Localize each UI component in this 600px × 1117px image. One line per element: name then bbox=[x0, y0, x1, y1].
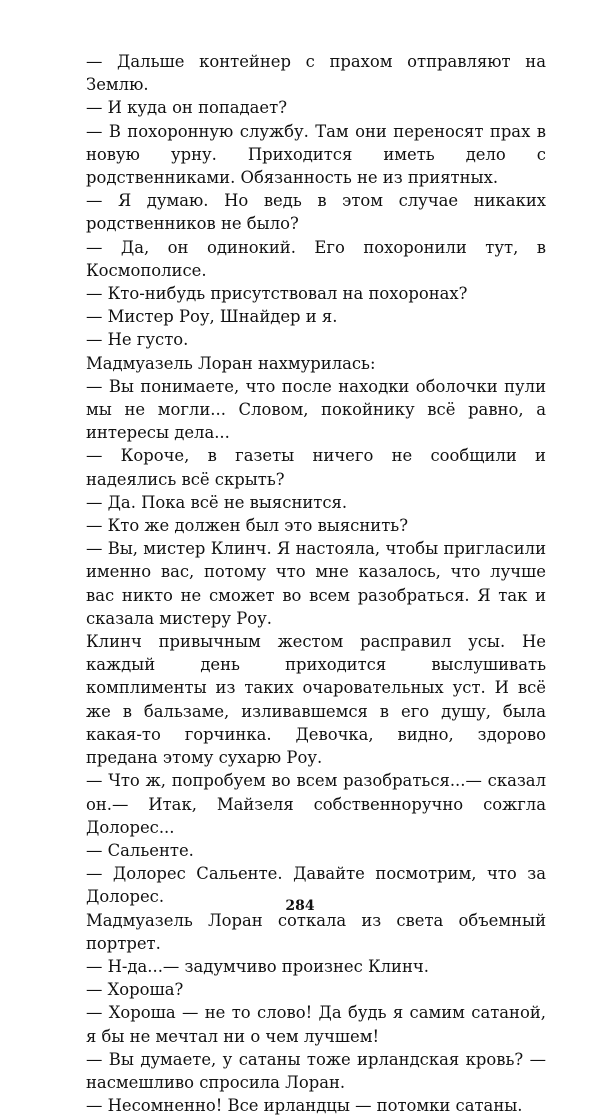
paragraph: — Мистер Роу, Шнайдер и я. bbox=[86, 307, 338, 327]
paragraph: — Короче, в газеты ничего не сообщили и надеялись всё скрыть? bbox=[86, 446, 546, 489]
paragraph: — Кто же должен был это выяснить? bbox=[86, 516, 408, 536]
paragraph: — Дальше контейнер с прахом отправляют на Землю. bbox=[86, 52, 546, 95]
paragraph: — В похоронную службу. Там они переносят прах в новую урну. Приходится иметь дело с родственниками. Обязанность не из приятных. bbox=[86, 121, 546, 188]
paragraph: — Вы, мистер Клинч. Я настояла, чтобы пригласили именно вас, потому что мне казалось, что лучше вас никто не сможет во всем разобраться. Я так и сказала мистеру Роу. bbox=[86, 539, 546, 628]
paragraph: — Да. Пока всё не выяснится. bbox=[86, 492, 348, 512]
paragraph: — Что ж, попробуем во всем разобраться...— сказал он.— Итак, Майзеля собственноручно сожгла Долорес... bbox=[86, 771, 546, 837]
paragraph: — Н-да...— задумчиво произнес Клинч. bbox=[86, 956, 429, 976]
page-number: 284 bbox=[285, 898, 315, 914]
paragraph: — Хороша? bbox=[86, 980, 184, 1000]
paragraph: — И куда он попадает? bbox=[86, 98, 287, 118]
paragraph: — Долорес Сальенте. Давайте посмотрим, что за Долорес. bbox=[86, 864, 546, 907]
paragraph: — Кто-нибудь присутствовал на похоронах? bbox=[86, 284, 468, 304]
paragraph: — Да, он одинокий. Его похоронили тут, в Космополисе. bbox=[86, 237, 546, 280]
paragraph: — Хороша — не то слово! Да будь я самим сатаной, я бы не мечтал ни о чем лучшем! bbox=[86, 1003, 546, 1046]
paragraph: Клинч привычным жестом расправил усы. Не каждый день приходится выслушивать комплименты из таких очаровательных уст. И всё же в бальзаме, изливавшемся в его душу, была какая-то горчинка. Девочка, видно, здорово предана этому сухарю Роу. bbox=[86, 632, 546, 768]
paragraph: — Не густо. bbox=[86, 330, 189, 350]
paragraph: Мадмуазель Лоран соткала из света объемный портрет. bbox=[86, 910, 546, 953]
paragraph: — Вы понимаете, что после находки оболочки пули мы не могли... Словом, покойнику всё равно, а интересы дела... bbox=[86, 376, 546, 443]
paragraph: — Сальенте. bbox=[86, 840, 194, 860]
paragraph: — Несомненно! Все ирландцы — потомки сатаны. bbox=[86, 1096, 523, 1116]
paragraph: — Вы думаете, у сатаны тоже ирландская кровь? — насмешливо спросила Лоран. bbox=[86, 1049, 546, 1092]
paragraph: — Я думаю. Но ведь в этом случае никаких родственников не было? bbox=[86, 191, 546, 234]
body-text bbox=[86, 50, 546, 1117]
paragraph: Мадмуазель Лоран нахмурилась: bbox=[86, 353, 376, 373]
